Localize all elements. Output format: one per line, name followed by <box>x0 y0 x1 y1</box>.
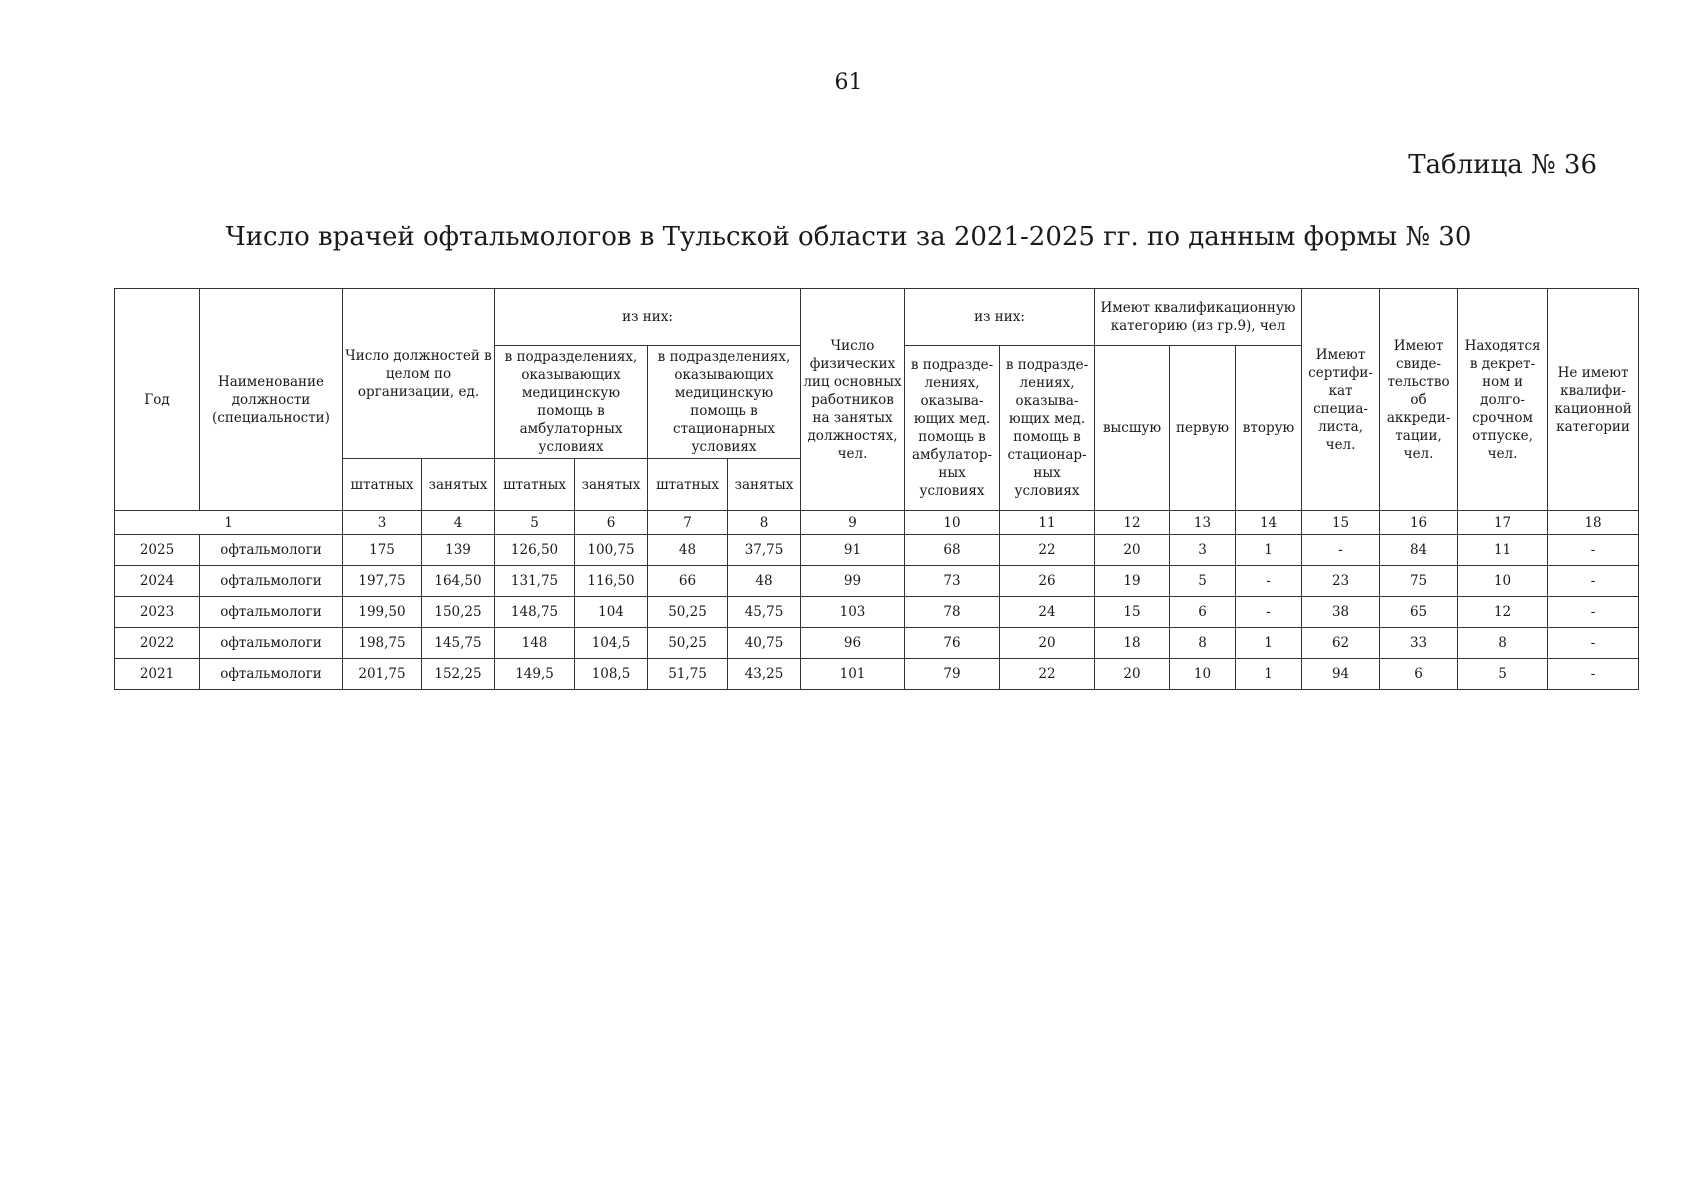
table-cell: - <box>1302 535 1380 566</box>
table-row <box>115 659 1639 690</box>
table-cell: 198,75 <box>343 628 422 659</box>
table-cell: 75 <box>1380 566 1458 597</box>
table-row <box>115 628 1639 659</box>
table-cell: 43,25 <box>728 659 801 690</box>
column-number: 15 <box>1302 511 1380 535</box>
header-no-category: Не имеют квалифи-кационной категории <box>1548 289 1639 511</box>
table-cell: 100,75 <box>575 535 648 566</box>
header-position: Наименование должности (специальности) <box>200 289 343 511</box>
table-cell: 84 <box>1380 535 1458 566</box>
header-staff: штатных <box>343 459 422 511</box>
column-number: 4 <box>422 511 495 535</box>
table-cell: 96 <box>801 628 905 659</box>
table-cell: 65 <box>1380 597 1458 628</box>
header-year: Год <box>115 289 200 511</box>
table-cell: 139 <box>422 535 495 566</box>
column-number: 16 <box>1380 511 1458 535</box>
table-cell: 148 <box>495 628 575 659</box>
table-cell: 62 <box>1302 628 1380 659</box>
table-cell: 2025 <box>115 535 200 566</box>
table-cell: 12 <box>1458 597 1548 628</box>
table-cell: - <box>1548 566 1639 597</box>
column-number: 13 <box>1170 511 1236 535</box>
table-cell: 48 <box>728 566 801 597</box>
table-cell: 22 <box>1000 535 1095 566</box>
table-cell: 22 <box>1000 659 1095 690</box>
table-cell: 33 <box>1380 628 1458 659</box>
table-cell: 116,50 <box>575 566 648 597</box>
table-cell: 19 <box>1095 566 1170 597</box>
table-cell: 18 <box>1095 628 1170 659</box>
table-cell: 175 <box>343 535 422 566</box>
table-cell: 2023 <box>115 597 200 628</box>
table-row <box>115 597 1639 628</box>
header-of-them-individuals: из них: <box>905 289 1095 346</box>
table-cell: 20 <box>1095 659 1170 690</box>
table-cell: 40,75 <box>728 628 801 659</box>
table-cell: 199,50 <box>343 597 422 628</box>
table-cell: 197,75 <box>343 566 422 597</box>
column-number: 11 <box>1000 511 1095 535</box>
column-number: 8 <box>728 511 801 535</box>
table-cell: 26 <box>1000 566 1095 597</box>
table-cell: 101 <box>801 659 905 690</box>
header-inpatient: в подразделениях, оказывающих медицинскую помощь в стационарных условиях <box>648 346 801 459</box>
table-cell: 73 <box>905 566 1000 597</box>
table-cell: 201,75 <box>343 659 422 690</box>
header-qualification: Имеют квалификационную категорию (из гр.9), чел <box>1095 289 1302 346</box>
table-cell: 148,75 <box>495 597 575 628</box>
table-cell: офтальмологи <box>200 597 343 628</box>
table-cell: 50,25 <box>648 628 728 659</box>
table-cell: офтальмологи <box>200 535 343 566</box>
table-cell: 131,75 <box>495 566 575 597</box>
table-cell: 94 <box>1302 659 1380 690</box>
header-highest: высшую <box>1095 346 1170 511</box>
table-cell: 1 <box>1236 535 1302 566</box>
column-number: 10 <box>905 511 1000 535</box>
ophthalmologists-table <box>114 288 1639 690</box>
table-cell: 10 <box>1458 566 1548 597</box>
table-cell: 24 <box>1000 597 1095 628</box>
header-individuals: Число физических лиц основных работников на занятых должностях, чел. <box>801 289 905 511</box>
table-cell: 10 <box>1170 659 1236 690</box>
table-cell: 2022 <box>115 628 200 659</box>
table-cell: 126,50 <box>495 535 575 566</box>
table-cell: 8 <box>1458 628 1548 659</box>
table-cell: 23 <box>1302 566 1380 597</box>
table-cell: - <box>1548 628 1639 659</box>
header-occupied: занятых <box>422 459 495 511</box>
header-first: первую <box>1170 346 1236 511</box>
header-second: вторую <box>1236 346 1302 511</box>
table-cell: 11 <box>1458 535 1548 566</box>
header-occupied: занятых <box>728 459 801 511</box>
table-row <box>115 566 1639 597</box>
column-number: 17 <box>1458 511 1548 535</box>
table-cell: 51,75 <box>648 659 728 690</box>
table-cell: 2024 <box>115 566 200 597</box>
header-staff: штатных <box>648 459 728 511</box>
table-cell: офтальмологи <box>200 628 343 659</box>
header-ind-inpatient: в подразде-лениях, оказыва-ющих мед. помощь в стационар-ных условиях <box>1000 346 1095 511</box>
page-number: 61 <box>834 70 863 95</box>
table-cell: 66 <box>648 566 728 597</box>
table-cell: - <box>1548 597 1639 628</box>
header-accreditation: Имеют свиде-тельство об аккреди-тации, чел. <box>1380 289 1458 511</box>
table-cell: 108,5 <box>575 659 648 690</box>
column-number: 1 <box>115 511 343 535</box>
table-cell: 50,25 <box>648 597 728 628</box>
table-cell: 78 <box>905 597 1000 628</box>
header-leave: Находятся в декрет-ном и долго-срочном отпуске, чел. <box>1458 289 1548 511</box>
header-outpatient: в подразделениях, оказывающих медицинскую помощь в амбулаторных условиях <box>495 346 648 459</box>
column-number: 14 <box>1236 511 1302 535</box>
header-of-them-positions: из них: <box>495 289 801 346</box>
document-title: Число врачей офтальмологов в Тульской области за 2021-2025 гг. по данным формы № 30 <box>225 222 1472 252</box>
table-cell: - <box>1236 566 1302 597</box>
table-cell: 38 <box>1302 597 1380 628</box>
table-cell: 45,75 <box>728 597 801 628</box>
table-row <box>115 535 1639 566</box>
table-cell: 15 <box>1095 597 1170 628</box>
table-cell: офтальмологи <box>200 566 343 597</box>
table-body <box>115 511 1639 690</box>
header-occupied: занятых <box>575 459 648 511</box>
table-cell: 6 <box>1170 597 1236 628</box>
table-cell: - <box>1548 535 1639 566</box>
table-cell: 37,75 <box>728 535 801 566</box>
column-number-row <box>115 511 1639 535</box>
table-cell: 2021 <box>115 659 200 690</box>
table-cell: 104,5 <box>575 628 648 659</box>
table-cell: 6 <box>1380 659 1458 690</box>
table-cell: 79 <box>905 659 1000 690</box>
table-cell: 48 <box>648 535 728 566</box>
table-cell: 68 <box>905 535 1000 566</box>
table-cell: 152,25 <box>422 659 495 690</box>
table-cell: 103 <box>801 597 905 628</box>
table-cell: офтальмологи <box>200 659 343 690</box>
table-cell: 8 <box>1170 628 1236 659</box>
table-cell: 149,5 <box>495 659 575 690</box>
table-cell: 5 <box>1170 566 1236 597</box>
table-label: Таблица № 36 <box>1408 150 1597 180</box>
table-cell: 5 <box>1458 659 1548 690</box>
table-cell: 150,25 <box>422 597 495 628</box>
table-cell: 104 <box>575 597 648 628</box>
header-positions-total: Число должностей в целом по организации, ед. <box>343 289 495 459</box>
table-cell: 99 <box>801 566 905 597</box>
header-staff: штатных <box>495 459 575 511</box>
column-number: 5 <box>495 511 575 535</box>
header-ind-outpatient: в подразде-лениях, оказыва-ющих мед. помощь в амбулатор-ных условиях <box>905 346 1000 511</box>
table-cell: - <box>1236 597 1302 628</box>
table-cell: - <box>1548 659 1639 690</box>
table-cell: 20 <box>1000 628 1095 659</box>
header-certificate: Имеют сертифи-кат специа-листа, чел. <box>1302 289 1380 511</box>
column-number: 12 <box>1095 511 1170 535</box>
table-cell: 164,50 <box>422 566 495 597</box>
column-number: 6 <box>575 511 648 535</box>
table-cell: 145,75 <box>422 628 495 659</box>
table-cell: 1 <box>1236 628 1302 659</box>
table-cell: 3 <box>1170 535 1236 566</box>
column-number: 9 <box>801 511 905 535</box>
column-number: 7 <box>648 511 728 535</box>
column-number: 18 <box>1548 511 1639 535</box>
table-cell: 91 <box>801 535 905 566</box>
column-number: 3 <box>343 511 422 535</box>
table-cell: 20 <box>1095 535 1170 566</box>
table-cell: 1 <box>1236 659 1302 690</box>
table-cell: 76 <box>905 628 1000 659</box>
